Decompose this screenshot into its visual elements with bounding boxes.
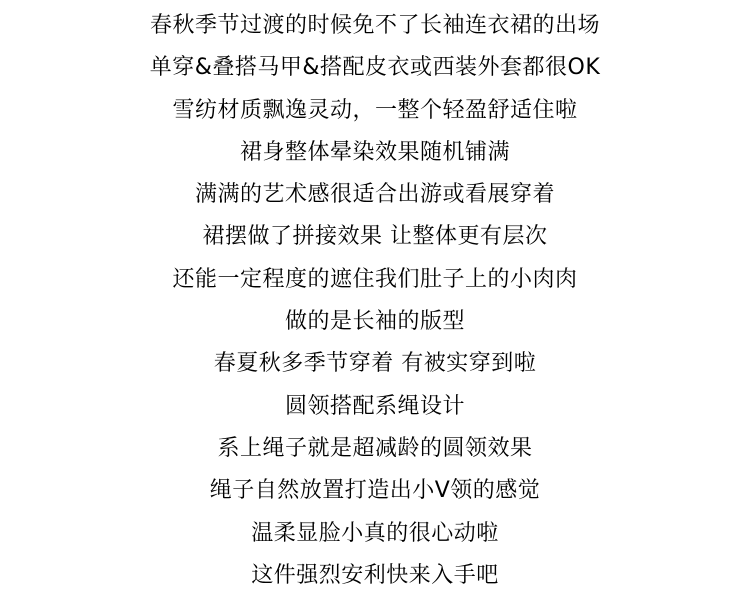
description-line: 满满的艺术感很适合出游或看展穿着 <box>194 182 555 207</box>
description-line: 裙摆做了拼接效果 让整体更有层次 <box>202 224 548 249</box>
description-line: 温柔显脸小真的很心动啦 <box>251 521 499 546</box>
description-line: 春夏秋多季节穿着 有被实穿到啦 <box>213 351 537 376</box>
description-line: 还能一定程度的遮住我们肚子上的小肉肉 <box>172 267 578 292</box>
description-line: 雪纺材质飘逸灵动，一整个轻盈舒适住啦 <box>172 98 578 123</box>
description-line: 春秋季节过渡的时候免不了长袖连衣裙的出场 <box>149 13 600 38</box>
description-line: 单穿&叠搭马甲&搭配皮衣或西装外套都很OK <box>149 55 601 80</box>
description-line: 系上绳子就是超减龄的圆领效果 <box>217 436 533 461</box>
description-line: 这件强烈安利快来入手吧 <box>251 563 499 588</box>
description-line: 做的是长袖的版型 <box>284 309 465 334</box>
description-line: 裙身整体晕染效果随机铺满 <box>239 140 510 165</box>
description-line: 圆领搭配系绳设计 <box>284 394 465 419</box>
description-line: 绳子自然放置打造出小V领的感觉 <box>209 478 541 503</box>
